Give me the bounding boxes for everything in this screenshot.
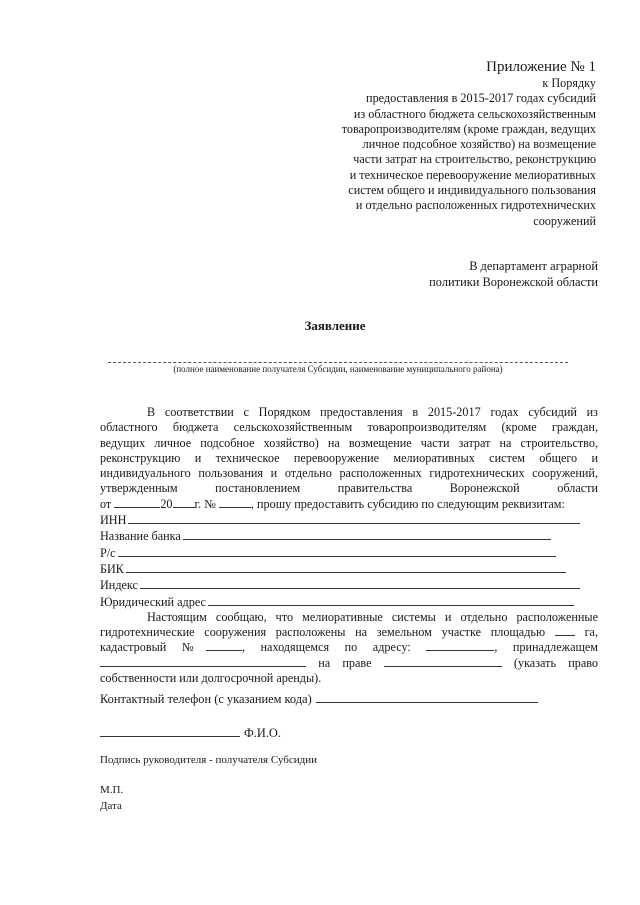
header-line: систем общего и индивидуального пользования — [348, 183, 596, 198]
application-body — [100, 405, 598, 686]
stamp-label: М.П. — [100, 784, 124, 796]
bank-label: Название банка — [100, 529, 181, 544]
bank-row — [100, 528, 598, 544]
account-row — [100, 545, 598, 561]
fio-signature-blank[interactable] — [100, 726, 240, 737]
legal-address-field[interactable] — [208, 594, 574, 606]
appendix-header — [296, 58, 596, 229]
resolution-line: от 20 г. № , прошу предоставить субсидию по следующим реквизитам: — [100, 496, 565, 511]
fio-row — [100, 726, 281, 741]
document-title: Заявление — [304, 318, 366, 333]
resolution-year-blank[interactable] — [173, 497, 195, 508]
address-blank[interactable] — [426, 640, 494, 651]
recipient-caption: (полное наименование получателя Субсидии, наименование муниципального района) — [173, 364, 503, 374]
index-label: Индекс — [100, 578, 138, 593]
contact-phone-label: Контактный телефон (с указанием кода) — [100, 692, 312, 706]
addressee — [338, 258, 598, 290]
header-line: из областного бюджета сельскохозяйственным — [353, 106, 596, 121]
resolution-day-blank[interactable] — [114, 497, 160, 508]
header-line: к Порядку — [542, 76, 596, 90]
body-line: реконструкцию и техническое перевооружение мелиоративных систем общего и — [100, 450, 598, 465]
header-line: товаропроизводителям (кроме граждан, ведущих — [341, 121, 596, 136]
body-line: В соответствии с Порядком предоставления в 2015-2017 годах субсидий из — [147, 405, 598, 419]
header-line: предоставления в 2015-2017 годах субсидий — [366, 91, 596, 106]
account-field[interactable] — [118, 545, 556, 557]
bik-label: БИК — [100, 561, 124, 576]
owner-blank[interactable] — [100, 656, 306, 667]
addressee-line-2: политики Воронежской области — [429, 275, 598, 289]
index-row — [100, 577, 598, 593]
appendix-number: Приложение № 1 — [486, 59, 596, 75]
area-line: гидротехнические сооружения расположены на земельном участке площадью га, — [100, 625, 599, 640]
bik-row — [100, 561, 598, 577]
header-line: и отдельно расположенных гидротехнических — [355, 198, 596, 213]
account-label: Р/с — [100, 545, 116, 560]
bank-field[interactable] — [183, 528, 551, 540]
header-line: личное подсобное хозяйство) на возмещение — [362, 137, 596, 152]
inn-label: ИНН — [100, 513, 127, 528]
cadastral-number-blank[interactable] — [206, 640, 242, 651]
right-type-blank[interactable] — [384, 656, 502, 667]
header-line: и техническое перевооружение мелиоративных — [349, 167, 596, 182]
body-line: собственности или долгосрочной аренды). — [100, 671, 322, 686]
header-line: сооружений — [533, 213, 596, 228]
inn-field[interactable] — [128, 512, 580, 524]
body-line: индивидуального пользования и отдельно расположенных гидротехнических сооружений, — [100, 466, 598, 481]
owner-line: на праве (указать право — [100, 656, 598, 671]
contact-phone-field[interactable] — [316, 692, 538, 703]
index-field[interactable] — [140, 577, 580, 589]
inn-row — [100, 512, 598, 528]
resolution-number-blank[interactable] — [219, 497, 251, 508]
legal-address-label: Юридический адрес — [100, 594, 206, 609]
body-line: Настоящим сообщаю, что мелиоративные системы и отдельно расположенные — [147, 609, 598, 624]
signature-label: Подпись руководителя - получателя Субсидии — [100, 754, 317, 766]
recipient-name-line[interactable] — [108, 352, 568, 363]
contact-phone-row — [100, 692, 538, 707]
body-line: областного бюджета сельскохозяйственным товаропроизводителям (кроме граждан, — [100, 420, 598, 435]
cadastral-line: кадастровый № , находящемся по адресу: , принадлежащем — [100, 640, 598, 655]
fio-label: Ф.И.О. — [244, 726, 281, 740]
recipient-name-field[interactable] — [108, 352, 568, 374]
area-blank[interactable] — [555, 625, 575, 636]
addressee-line-1: В департамент аграрной — [469, 259, 598, 273]
header-line: части затрат на строительство, реконструкцию — [353, 152, 596, 167]
body-line: ведущих личное подсобное хозяйство) на возмещение части затрат на строительство, — [100, 435, 598, 450]
body-line: утвержденным постановлением правительства Воронежской области — [100, 481, 598, 496]
date-label: Дата — [100, 800, 122, 812]
legal-address-row — [100, 594, 598, 610]
bik-field[interactable] — [126, 561, 566, 573]
